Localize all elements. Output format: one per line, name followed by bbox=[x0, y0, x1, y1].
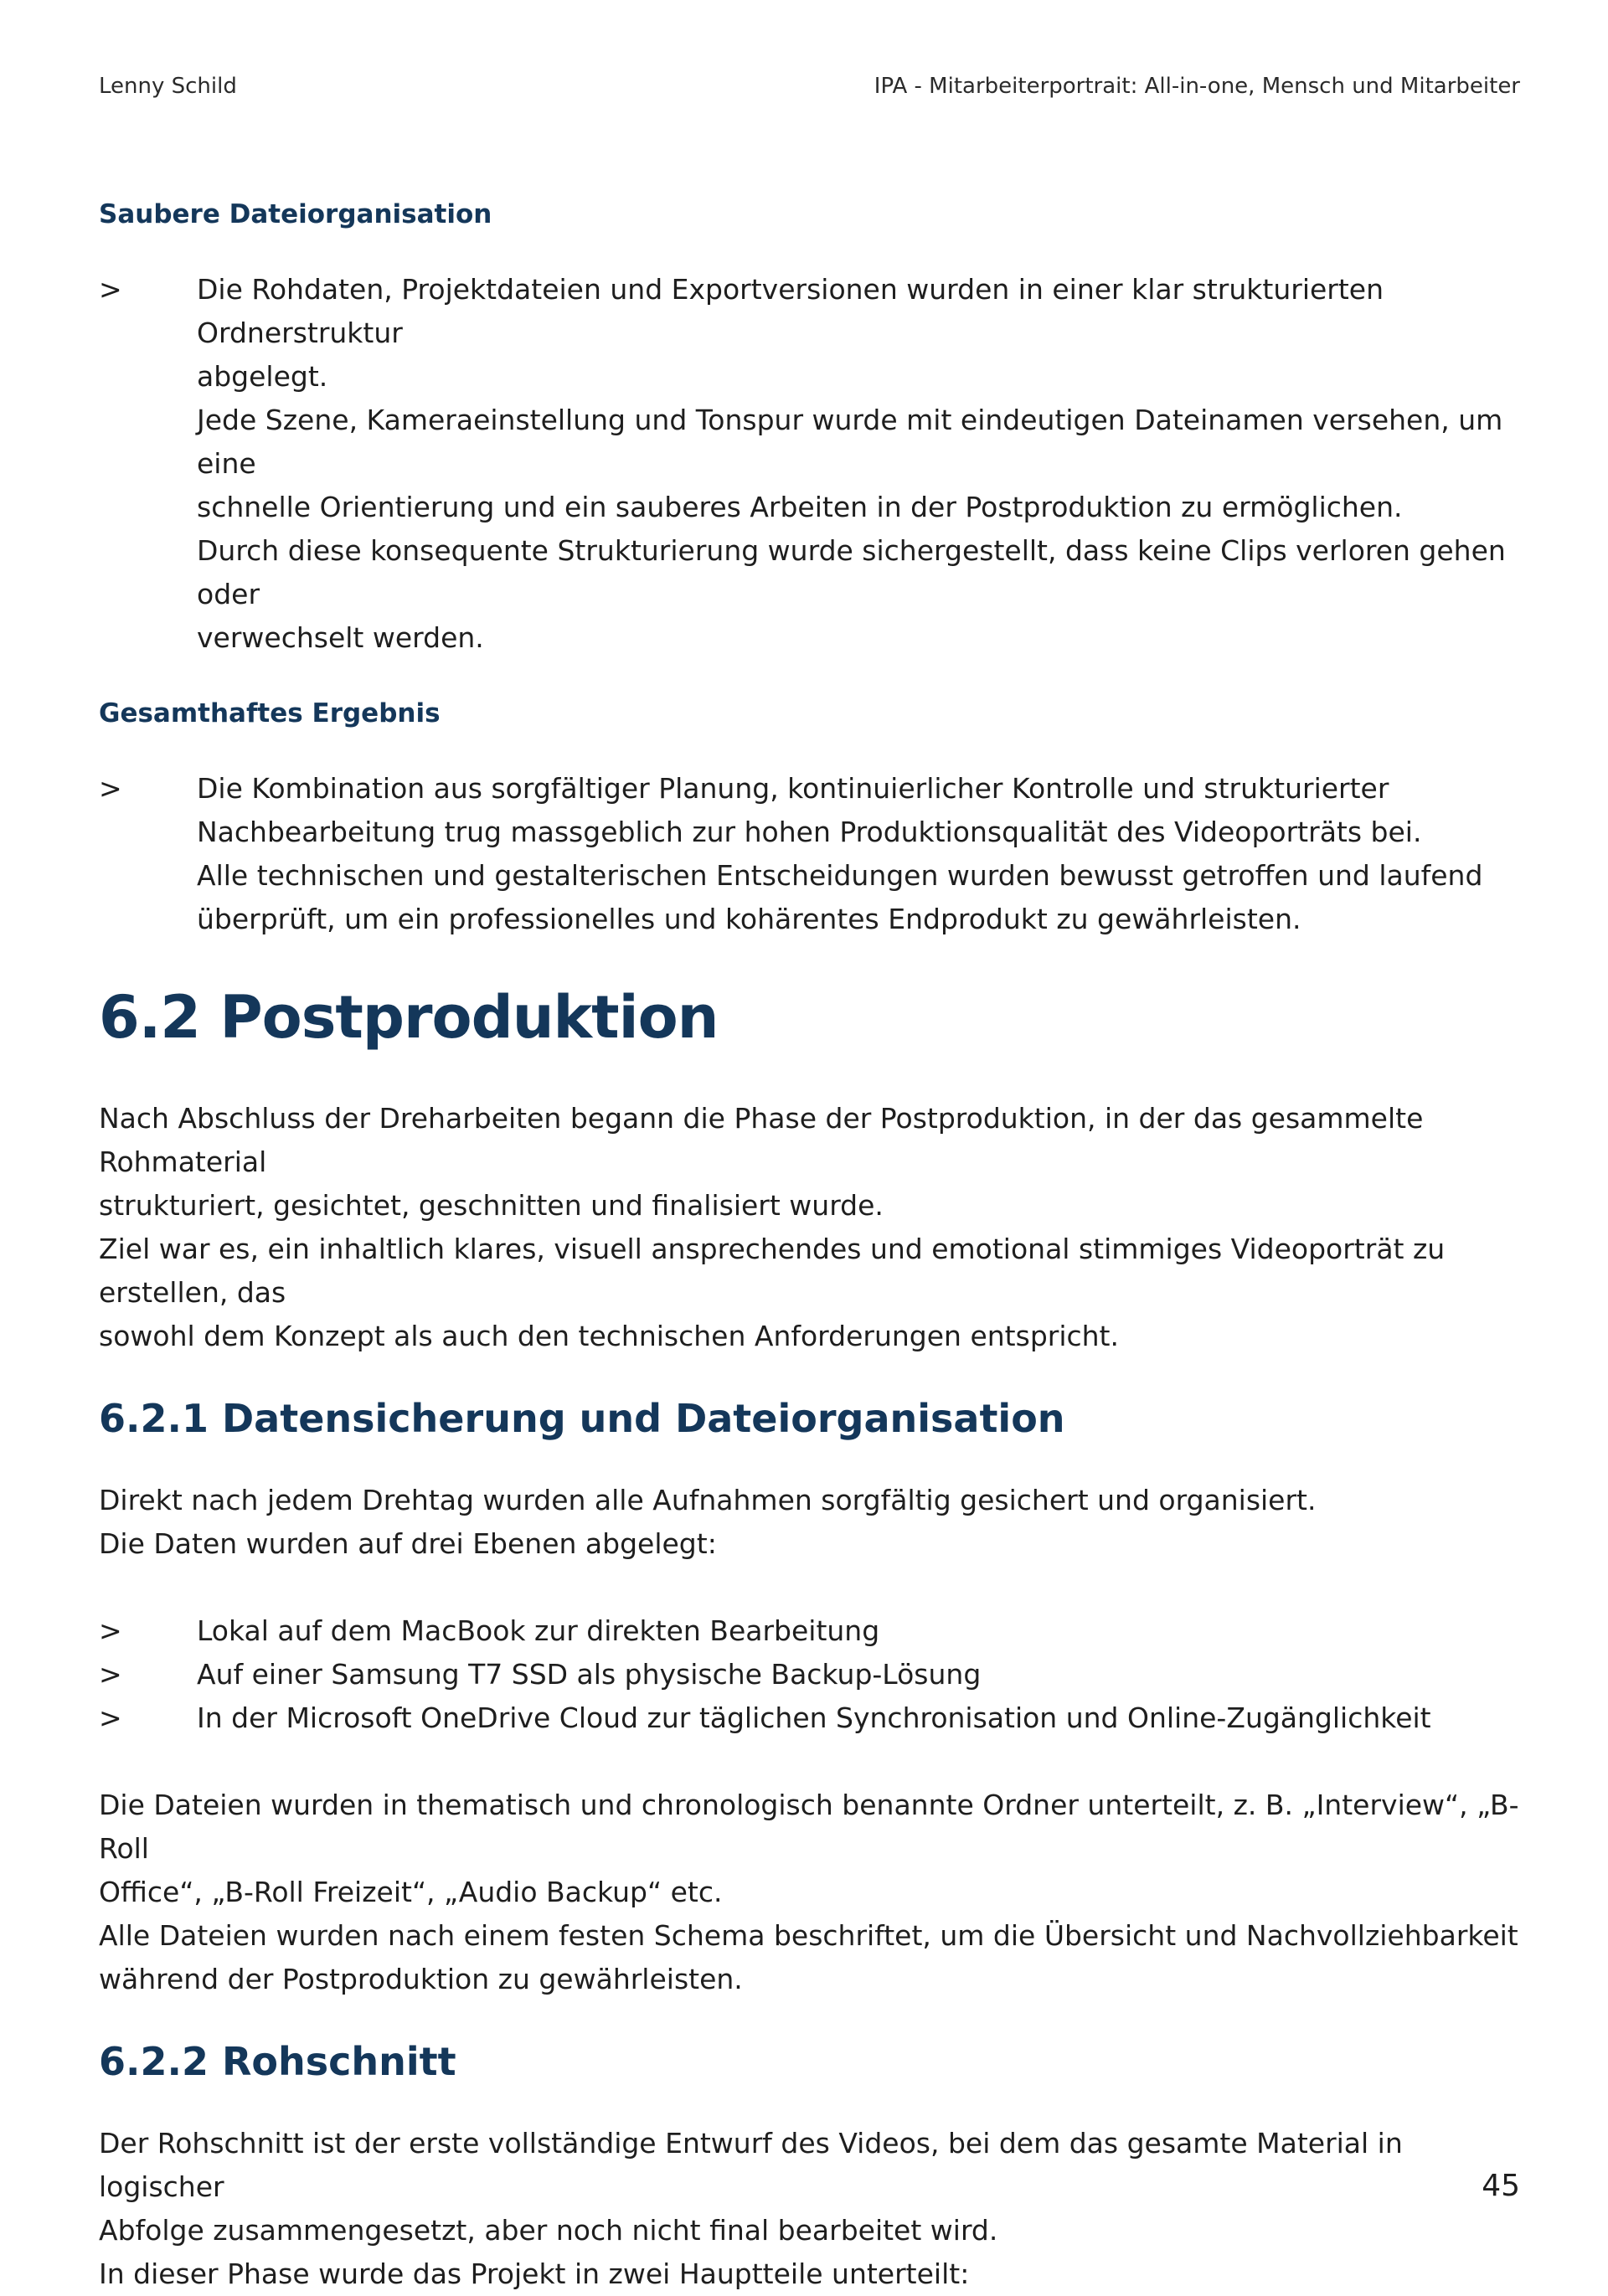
text-line: Die Dateien wurden in thematisch und chronologisch benannte Ordner unterteilt, z. B. „Interview“, „B-Roll bbox=[99, 1789, 1519, 1865]
bullet-marker: > bbox=[99, 1701, 122, 1734]
paragraph-datensicherung-outro bbox=[99, 1784, 1523, 2001]
text-line: Office“, „B-Roll Freizeit“, „Audio Backup“ etc. bbox=[99, 1876, 723, 1908]
bullet-marker: > bbox=[99, 1658, 122, 1691]
list-item-text: In der Microsoft OneDrive Cloud zur täglichen Synchronisation und Online-Zugänglichkeit bbox=[197, 1701, 1431, 1734]
subheading-saubere-dateiorganisation: Saubere Dateiorganisation bbox=[99, 199, 492, 229]
list-item bbox=[99, 1696, 1523, 1740]
text-line: Ziel war es, ein inhaltlich klares, visuell ansprechendes und emotional stimmiges Videoporträt zu erstellen, das bbox=[99, 1233, 1446, 1309]
list-item bbox=[99, 1609, 1523, 1653]
text-line: während der Postproduktion zu gewährleisten. bbox=[99, 1963, 743, 1995]
paragraph-rohschnitt bbox=[99, 2122, 1523, 2296]
subheading-gesamthaftes-ergebnis: Gesamthaftes Ergebnis bbox=[99, 698, 441, 728]
text-line: Direkt nach jedem Drehtag wurden alle Aufnahmen sorgfältig gesichert und organisiert. bbox=[99, 1484, 1317, 1516]
subsection-heading-rohschnitt: 6.2.2 Rohschnitt bbox=[99, 2039, 456, 2084]
text-line: In dieser Phase wurde das Projekt in zwei Hauptteile unterteilt: bbox=[99, 2257, 970, 2290]
bullet-marker: > bbox=[99, 772, 122, 805]
subsection-heading-datensicherung: 6.2.1 Datensicherung und Dateiorganisation bbox=[99, 1396, 1065, 1441]
text-line: sowohl dem Konzept als auch den technischen Anforderungen entspricht. bbox=[99, 1320, 1119, 1352]
text-line: abgelegt. bbox=[197, 360, 328, 393]
paragraph-postproduktion bbox=[99, 1097, 1523, 1358]
section-heading-postproduktion: 6.2 Postproduktion bbox=[99, 983, 719, 1052]
text-line: verwechselt werden. bbox=[197, 621, 484, 654]
text-line: Jede Szene, Kameraeinstellung und Tonspur wurde mit eindeutigen Dateinamen versehen, um eine bbox=[197, 404, 1503, 480]
text-line: Die Rohdaten, Projektdateien und Exportversionen wurden in einer klar strukturierten Ordnerstruktur bbox=[197, 273, 1384, 349]
list-item-text: Lokal auf dem MacBook zur direkten Bearbeitung bbox=[197, 1614, 880, 1647]
text-line: Nachbearbeitung trug massgeblich zur hohen Produktionsqualität des Videoporträts bei. bbox=[197, 816, 1422, 848]
text-line: strukturiert, gesichtet, geschnitten und finalisiert wurde. bbox=[99, 1189, 884, 1222]
text-line: Abfolge zusammengesetzt, aber noch nicht final bearbeitet wird. bbox=[99, 2214, 998, 2247]
header-document-title: IPA - Mitarbeiterportrait: All-in-one, Mensch und Mitarbeiter bbox=[874, 74, 1520, 99]
list-item bbox=[99, 1653, 1523, 1696]
bullet-saubere-dateiorganisation bbox=[99, 268, 1523, 660]
bullet-marker: > bbox=[99, 273, 122, 306]
page-header bbox=[99, 74, 1520, 107]
bullet-marker: > bbox=[99, 1614, 122, 1647]
text-line: Nach Abschluss der Dreharbeiten begann die Phase der Postproduktion, in der das gesammelte Rohmaterial bbox=[99, 1102, 1424, 1178]
text-line: überprüft, um ein professionelles und kohärentes Endprodukt zu gewährleisten. bbox=[197, 903, 1301, 935]
text-line: Der Rohschnitt ist der erste vollständige Entwurf des Videos, bei dem das gesamte Material in logischer bbox=[99, 2127, 1403, 2203]
text-line: Die Daten wurden auf drei Ebenen abgelegt: bbox=[99, 1527, 717, 1560]
paragraph-datensicherung-intro bbox=[99, 1479, 1523, 1566]
page-content bbox=[99, 194, 1523, 2296]
text-line: Alle Dateien wurden nach einem festen Schema beschriftet, um die Übersicht und Nachvollziehbarkeit bbox=[99, 1919, 1518, 1952]
text-line: Durch diese konsequente Strukturierung wurde sichergestellt, dass keine Clips verloren gehen oder bbox=[197, 534, 1506, 610]
text-line: Die Kombination aus sorgfältiger Planung, kontinuierlicher Kontrolle und strukturierter bbox=[197, 772, 1389, 805]
text-line: schnelle Orientierung und ein sauberes Arbeiten in der Postproduktion zu ermöglichen. bbox=[197, 491, 1403, 523]
text-line: Alle technischen und gestalterischen Entscheidungen wurden bewusst getroffen und laufend bbox=[197, 859, 1483, 892]
header-author: Lenny Schild bbox=[99, 74, 237, 99]
bullet-gesamthaftes-ergebnis bbox=[99, 767, 1523, 941]
list-item-text: Auf einer Samsung T7 SSD als physische Backup-Lösung bbox=[197, 1658, 982, 1691]
page-number: 45 bbox=[1482, 2169, 1520, 2203]
